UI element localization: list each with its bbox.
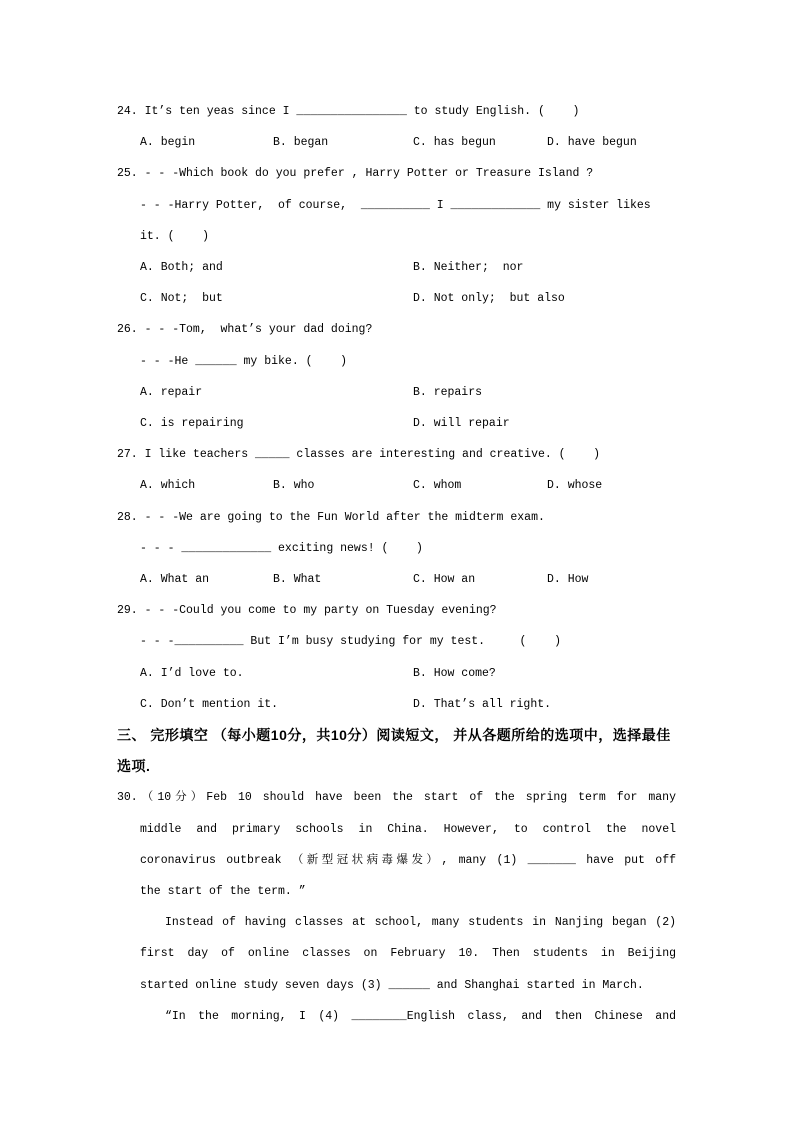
option-c: C. How an bbox=[413, 573, 476, 587]
question-25-options-row1 bbox=[117, 252, 676, 283]
question-24-stem: 24. It’s ten yeas since I ________________ to study English. ( ) bbox=[117, 105, 580, 118]
section-heading-line2: 选项. bbox=[117, 758, 151, 775]
option-c: C. has begun bbox=[413, 136, 496, 150]
question-26-stem-line2: - - -He ______ my bike. ( ) bbox=[140, 354, 348, 368]
question-28-stem-line2: - - - _____________ exciting news! ( ) bbox=[140, 541, 423, 555]
question-26-options-row1 bbox=[117, 377, 676, 408]
question-27-options bbox=[117, 470, 676, 501]
question-29-options-row1 bbox=[117, 658, 676, 689]
question-24-options bbox=[117, 127, 676, 158]
question-29-options-row2 bbox=[117, 689, 676, 720]
option-a: A. I’d love to. bbox=[140, 666, 244, 680]
option-a: A. repair bbox=[140, 385, 203, 399]
option-a: A. Both; and bbox=[140, 261, 223, 275]
passage-line: the start of the term. ” bbox=[140, 885, 306, 899]
passage-line: “In the morning, I (4) ________English class, and then Chinese and bbox=[165, 1009, 676, 1023]
passage-line: started online study seven days (3) ______ and Shanghai started in March. bbox=[140, 978, 644, 992]
question-26-options-row2 bbox=[117, 408, 676, 439]
option-d: D. Not only; but also bbox=[413, 292, 565, 306]
option-d: D. have begun bbox=[547, 136, 637, 150]
option-a: A. which bbox=[140, 479, 196, 493]
option-b: B. Neither; nor bbox=[413, 261, 524, 275]
question-25-stem: 25. - - -Which book do you prefer , Harry Potter or Treasure Island ? bbox=[117, 167, 594, 181]
question-24 bbox=[117, 96, 676, 158]
question-28 bbox=[117, 502, 676, 596]
option-c: C. Don’t mention it. bbox=[140, 697, 279, 711]
question-25-stem-line3: it. ( ) bbox=[140, 229, 210, 243]
question-26-stem: 26. - - -Tom, what’s your dad doing? bbox=[117, 323, 373, 337]
option-c: C. whom bbox=[413, 479, 462, 493]
question-29-stem-line2: - - -__________ But I’m busy studying for my test. ( ) bbox=[140, 635, 561, 649]
option-d: D. That’s all right. bbox=[413, 697, 552, 711]
option-d: D. How bbox=[547, 573, 589, 587]
question-25 bbox=[117, 158, 676, 314]
passage-line: coronavirus outbreak （新型冠状病毒爆发）, many (1) _______ have put off bbox=[140, 853, 676, 867]
section-heading bbox=[117, 720, 676, 782]
option-b: B. What bbox=[273, 573, 322, 587]
passage-line: 30.（10分）Feb 10 should have been the start of the spring term for many bbox=[117, 791, 676, 805]
option-a: A. begin bbox=[140, 136, 196, 150]
question-28-options bbox=[117, 564, 676, 595]
question-27 bbox=[117, 439, 676, 501]
option-b: B. How come? bbox=[413, 666, 496, 680]
option-b: B. repairs bbox=[413, 385, 483, 399]
option-b: B. who bbox=[273, 479, 315, 493]
question-29-stem: 29. - - -Could you come to my party on Tuesday evening? bbox=[117, 604, 497, 618]
question-30-passage bbox=[117, 782, 676, 1032]
option-b: B. began bbox=[273, 136, 329, 150]
question-25-options-row2 bbox=[117, 283, 676, 314]
option-a: A. What an bbox=[140, 573, 210, 587]
option-c: C. is repairing bbox=[140, 417, 244, 431]
question-26 bbox=[117, 314, 676, 439]
passage-line: first day of online classes on February 10. Then students in Beijing bbox=[140, 947, 676, 961]
question-27-stem: 27. I like teachers _____ classes are interesting and creative. ( ) bbox=[117, 448, 601, 462]
question-25-stem-line2: - - -Harry Potter, of course, __________ I _____________ my sister likes bbox=[140, 198, 651, 212]
option-d: D. whose bbox=[547, 479, 603, 493]
passage-line: middle and primary schools in China. However, to control the novel bbox=[140, 822, 676, 836]
passage-line: Instead of having classes at school, many students in Nanjing began (2) bbox=[165, 916, 676, 930]
question-28-stem: 28. - - -We are going to the Fun World after the midterm exam. bbox=[117, 510, 545, 524]
section-heading-line1: 三、 完形填空 （每小题10分，共10分）阅读短文， 并从各题所给的选项中，选择最佳 bbox=[117, 727, 671, 744]
option-d: D. will repair bbox=[413, 417, 510, 431]
option-c: C. Not; but bbox=[140, 292, 223, 306]
question-29 bbox=[117, 595, 676, 720]
